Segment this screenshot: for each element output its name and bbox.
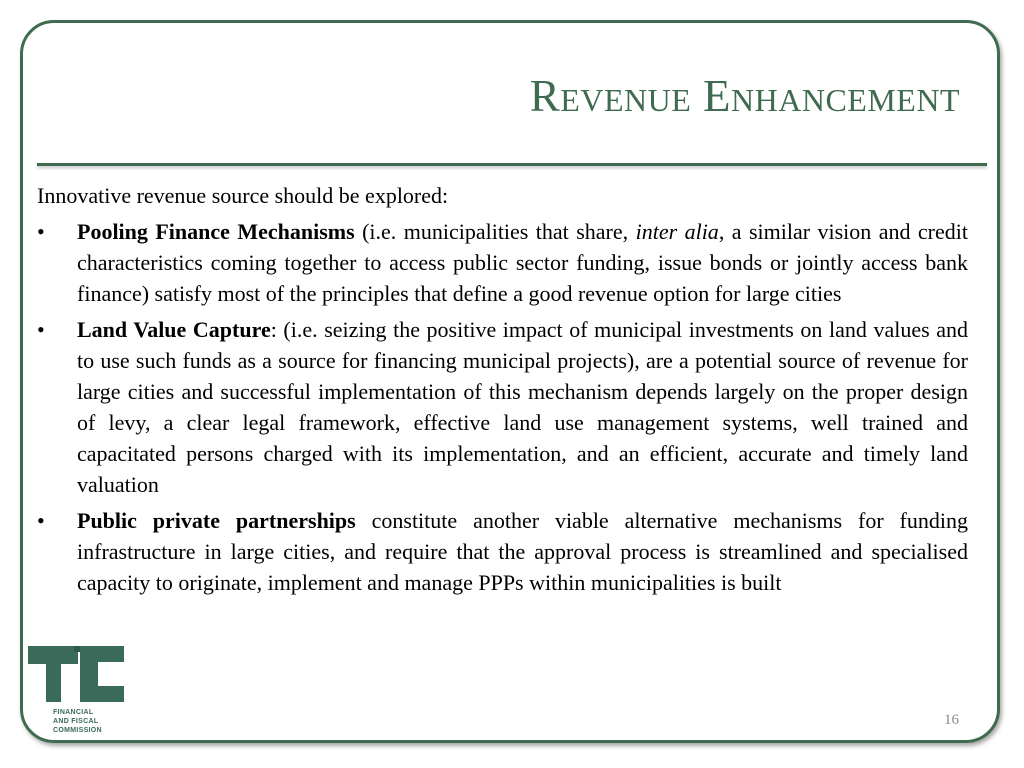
bullet-heading: Public private partnerships — [77, 508, 356, 533]
bullet-icon: • — [37, 317, 45, 342]
bullet-text: , a similar vision and credit characteristics coming together to access public sector funding, issue bonds or jointly access bank finance) satisfy most of the principles that define a good revenue option for large cities — [77, 219, 968, 306]
bullet-item-pooling-finance — [37, 216, 968, 309]
intro-text: Innovative revenue source should be explored: — [37, 183, 449, 208]
ffc-logo-icon — [28, 644, 128, 706]
bullet-icon: • — [37, 219, 45, 244]
bullet-text: (i.e. municipalities that share, — [354, 219, 636, 244]
bullet-list — [37, 216, 968, 598]
page-number: 16 — [944, 712, 959, 728]
bullet-heading: Pooling Finance Mechanisms — [77, 219, 355, 244]
logo-caption: FINANCIAL AND FISCAL COMMISSION — [53, 709, 102, 734]
title-divider — [37, 163, 987, 166]
bullet-text: constitute another viable alternative mechanisms for funding infrastructure in large cities, and require that the approval process is streamlined and specialised capacity to originate, implement and manage PPPs within municipalities is built — [77, 508, 968, 595]
bullet-italic-text: inter alia — [635, 219, 719, 244]
bullet-item-land-value-capture — [37, 314, 968, 500]
bullet-heading: Land Value Capture — [77, 317, 271, 342]
bullet-text: : (i.e. seizing the positive impact of municipal investments on land values and to use such funds as a source for financing municipal projects), are a potential source of revenue for large cities and successful implementation of this mechanism depends largely on the proper design of levy, a clear legal framework, effective land use management systems, well trained and capacitated persons charged with its implementation, and an efficient, accurate and timely land valuation — [77, 317, 968, 497]
bullet-item-ppp — [37, 505, 968, 598]
slide-body — [37, 180, 968, 603]
bullet-icon: • — [37, 508, 45, 533]
slide-title: Revenue Enhancement — [529, 71, 960, 121]
ffc-logo — [28, 644, 128, 742]
